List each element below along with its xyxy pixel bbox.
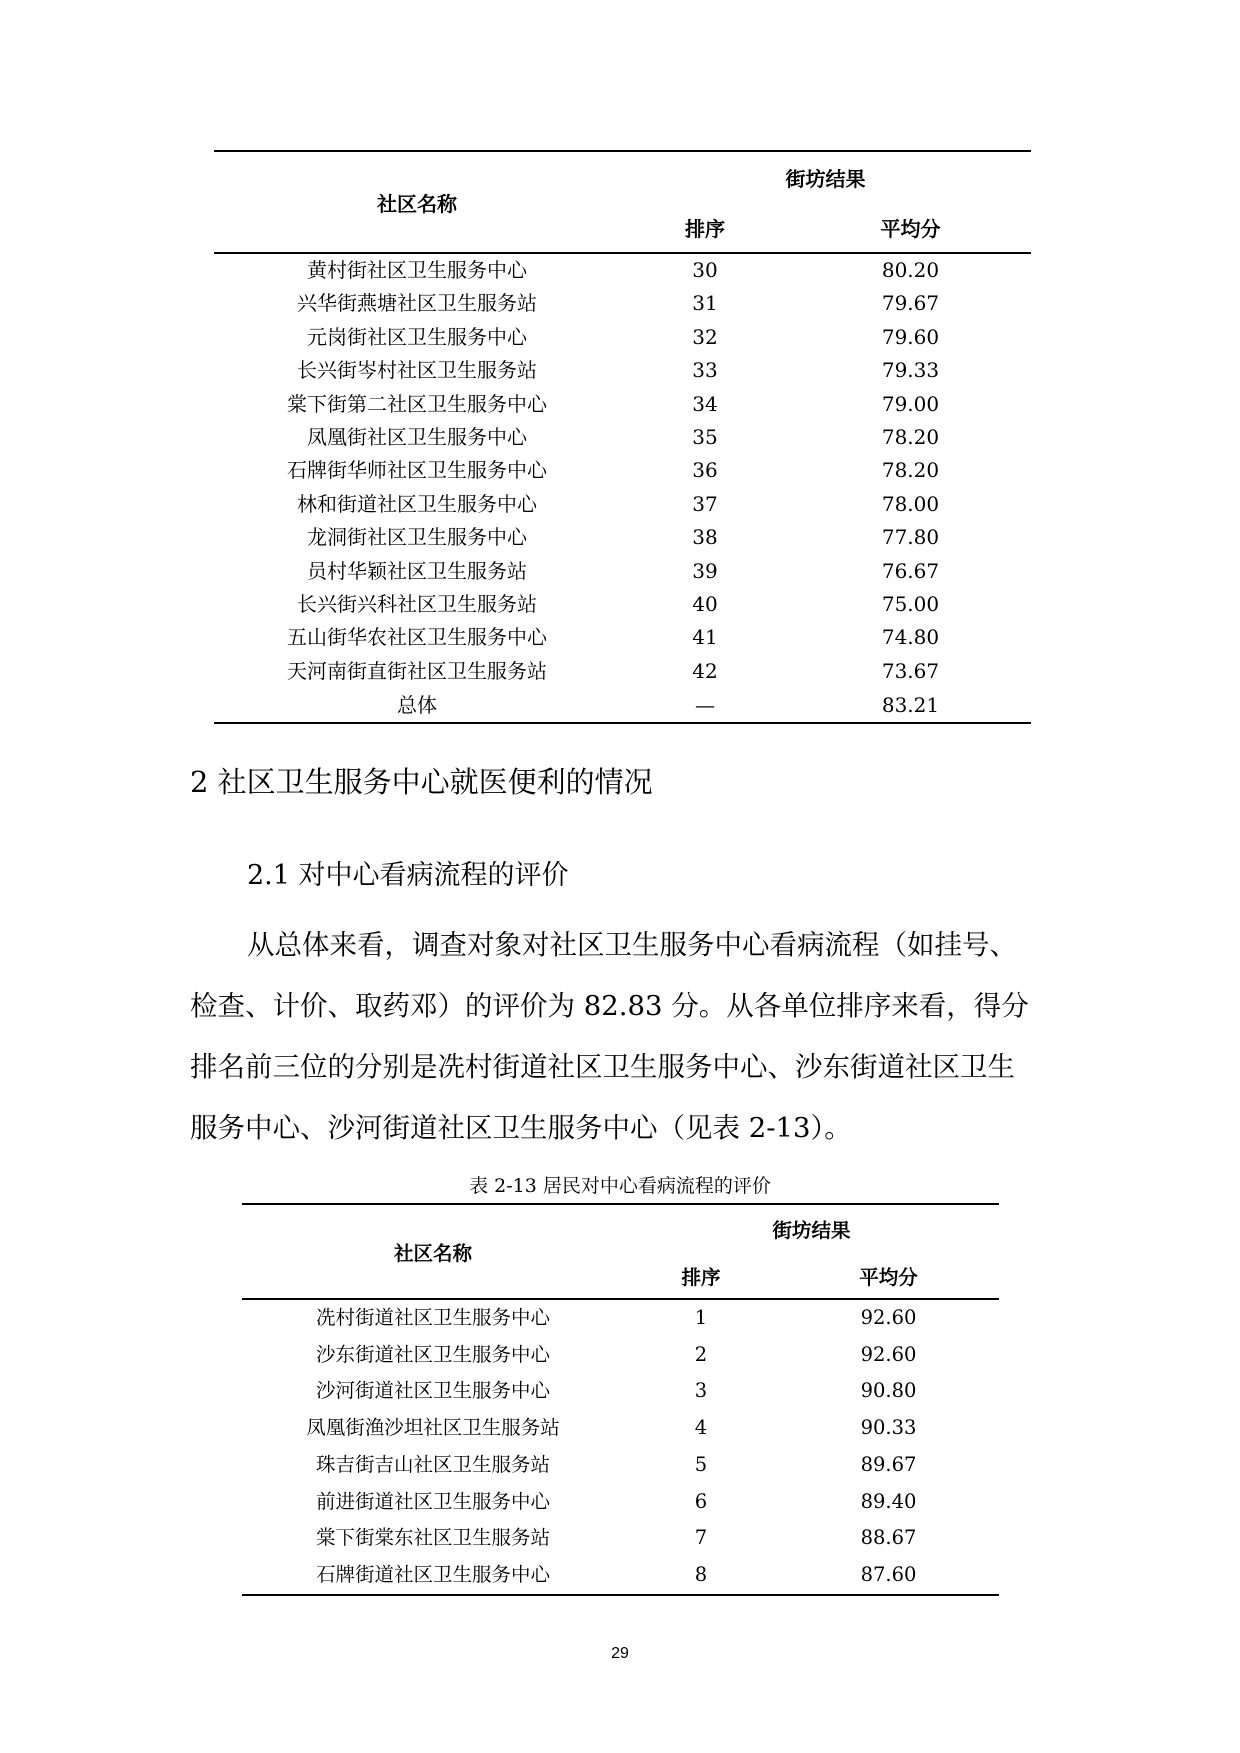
cell-rank: 31 <box>692 291 718 316</box>
cell-community-name: 棠下街第二社区卫生服务中心 <box>287 391 547 416</box>
cell-rank: 38 <box>692 525 718 550</box>
cell-community-name: 沙河街道社区卫生服务中心 <box>315 1379 550 1403</box>
cell-community-name: 前进街道社区卫生服务中心 <box>315 1489 550 1513</box>
paragraph-line: 排名前三位的分别是冼村街道社区卫生服务中心、沙东街道社区卫生 <box>190 1051 1015 1083</box>
cell-rank: 5 <box>694 1452 708 1476</box>
section-heading: 2 社区卫生服务中心就医便利的情况 <box>190 765 653 799</box>
cell-average-score: 83.21 <box>881 692 940 717</box>
cell-community-name: 冼村街道社区卫生服务中心 <box>315 1306 550 1329</box>
cell-community-name: 林和街道社区卫生服务中心 <box>297 491 537 516</box>
cell-community-name: 石牌街道社区卫生服务中心 <box>315 1562 550 1586</box>
sub-heading: 2.1 对中心看病流程的评价 <box>247 860 569 891</box>
cell-rank: — <box>695 692 715 717</box>
table-row <box>214 253 1031 287</box>
cell-average-score: 92.60 <box>860 1306 917 1329</box>
cell-average-score: 90.33 <box>860 1416 917 1440</box>
cell-community-name: 凤凰街社区卫生服务中心 <box>307 425 527 450</box>
table-row <box>242 1520 999 1557</box>
cell-rank: 4 <box>694 1416 708 1440</box>
cell-rank: 3 <box>694 1379 708 1403</box>
table-row <box>214 321 1031 354</box>
cell-rank: 42 <box>692 658 718 683</box>
cell-rank: 34 <box>692 391 718 416</box>
cell-rank: 33 <box>692 358 718 383</box>
table-row <box>242 1337 999 1374</box>
table-row <box>214 354 1031 387</box>
body-paragraph <box>190 915 1060 1159</box>
cell-community-name: 龙洞街社区卫生服务中心 <box>307 525 527 550</box>
column-header-rank: 排序 <box>685 216 725 241</box>
cell-community-name: 兴华街燕塘社区卫生服务站 <box>297 291 537 316</box>
cell-community-name: 长兴街岑村社区卫生服务站 <box>297 358 537 383</box>
table-row <box>214 555 1031 588</box>
cell-community-name: 五山街华农社区卫生服务中心 <box>287 625 547 650</box>
page-number: 29 <box>611 1645 629 1662</box>
cell-rank: 32 <box>692 324 718 349</box>
column-header-average: 平均分 <box>859 1265 918 1289</box>
cell-rank: 37 <box>692 491 718 516</box>
column-header-name: 社区名称 <box>214 151 620 253</box>
cell-community-name: 棠下街棠东社区卫生服务站 <box>315 1526 550 1550</box>
cell-rank: 1 <box>694 1306 708 1329</box>
cell-rank: 35 <box>692 425 718 450</box>
paragraph-line: 从总体来看，调查对象对社区卫生服务中心看病流程（如挂号、 <box>247 929 1017 961</box>
table-community-ranking-continued <box>214 150 1031 724</box>
cell-rank: 40 <box>692 592 718 617</box>
table-row <box>214 655 1031 688</box>
cell-rank: 8 <box>694 1562 708 1586</box>
column-header-group: 街坊结果 <box>772 1219 851 1242</box>
cell-rank: 36 <box>692 458 718 483</box>
cell-average-score: 79.60 <box>881 324 940 349</box>
table-row <box>214 287 1031 320</box>
cell-average-score: 73.67 <box>881 658 940 683</box>
cell-average-score: 92.60 <box>860 1342 917 1366</box>
table-row <box>242 1410 999 1447</box>
cell-average-score: 79.67 <box>881 291 940 316</box>
cell-community-name: 长兴街兴科社区卫生服务站 <box>297 592 537 617</box>
cell-rank: 7 <box>694 1526 708 1550</box>
table-row <box>214 621 1031 654</box>
cell-average-score: 77.80 <box>881 525 940 550</box>
cell-community-name: 员村华颖社区卫生服务站 <box>307 558 527 583</box>
cell-average-score: 78.20 <box>881 458 940 483</box>
table-row <box>214 388 1031 421</box>
cell-average-score: 78.20 <box>881 425 940 450</box>
cell-rank: 30 <box>692 258 718 282</box>
cell-average-score: 89.67 <box>860 1452 917 1476</box>
paragraph-line: 检查、计价、取药邓）的评价为 82.83 分。从各单位排序来看，得分 <box>190 990 1029 1022</box>
cell-rank: 39 <box>692 558 718 583</box>
table-row <box>242 1484 999 1521</box>
table-row <box>242 1299 999 1337</box>
table-visit-process-evaluation <box>242 1203 999 1596</box>
cell-community-name: 凤凰街渔沙坦社区卫生服务站 <box>306 1416 560 1440</box>
cell-community-name: 元岗街社区卫生服务中心 <box>307 324 527 349</box>
cell-community-name: 珠吉街吉山社区卫生服务站 <box>315 1452 550 1476</box>
table-row <box>214 488 1031 521</box>
cell-average-score: 89.40 <box>860 1489 917 1513</box>
table-row <box>214 588 1031 621</box>
cell-average-score: 74.80 <box>881 625 940 650</box>
cell-average-score: 79.00 <box>881 391 940 416</box>
cell-average-score: 90.80 <box>860 1379 917 1403</box>
column-header-rank: 排序 <box>681 1265 721 1289</box>
table-row <box>214 454 1031 487</box>
cell-community-name: 石牌街华师社区卫生服务中心 <box>287 458 547 483</box>
table-row <box>242 1447 999 1484</box>
cell-average-score: 88.67 <box>860 1526 917 1550</box>
cell-community-name: 天河南街直街社区卫生服务站 <box>287 658 547 683</box>
cell-average-score: 78.00 <box>881 491 940 516</box>
table-row <box>242 1373 999 1410</box>
table-caption: 表 2-13 居民对中心看病流程的评价 <box>469 1175 771 1197</box>
table-row-total <box>214 688 1031 723</box>
cell-community-name: 沙东街道社区卫生服务中心 <box>315 1342 550 1366</box>
cell-average-score: 80.20 <box>881 258 940 282</box>
cell-average-score: 87.60 <box>860 1562 917 1586</box>
cell-rank: 41 <box>692 625 718 650</box>
table-row <box>214 521 1031 554</box>
table-row <box>214 421 1031 454</box>
cell-community-name: 黄村街社区卫生服务中心 <box>307 258 527 282</box>
cell-rank: 2 <box>694 1342 708 1366</box>
cell-average-score: 76.67 <box>881 558 940 583</box>
column-header-group: 街坊结果 <box>785 166 866 191</box>
table-row <box>242 1557 999 1595</box>
cell-average-score: 79.33 <box>881 358 940 383</box>
cell-rank: 6 <box>694 1489 708 1513</box>
cell-average-score: 75.00 <box>881 592 940 617</box>
cell-total-label: 总体 <box>397 692 437 717</box>
column-header-average: 平均分 <box>880 216 941 241</box>
column-header-name: 社区名称 <box>242 1204 624 1299</box>
paragraph-line: 服务中心、沙河街道社区卫生服务中心（见表 2-13）。 <box>190 1112 852 1144</box>
